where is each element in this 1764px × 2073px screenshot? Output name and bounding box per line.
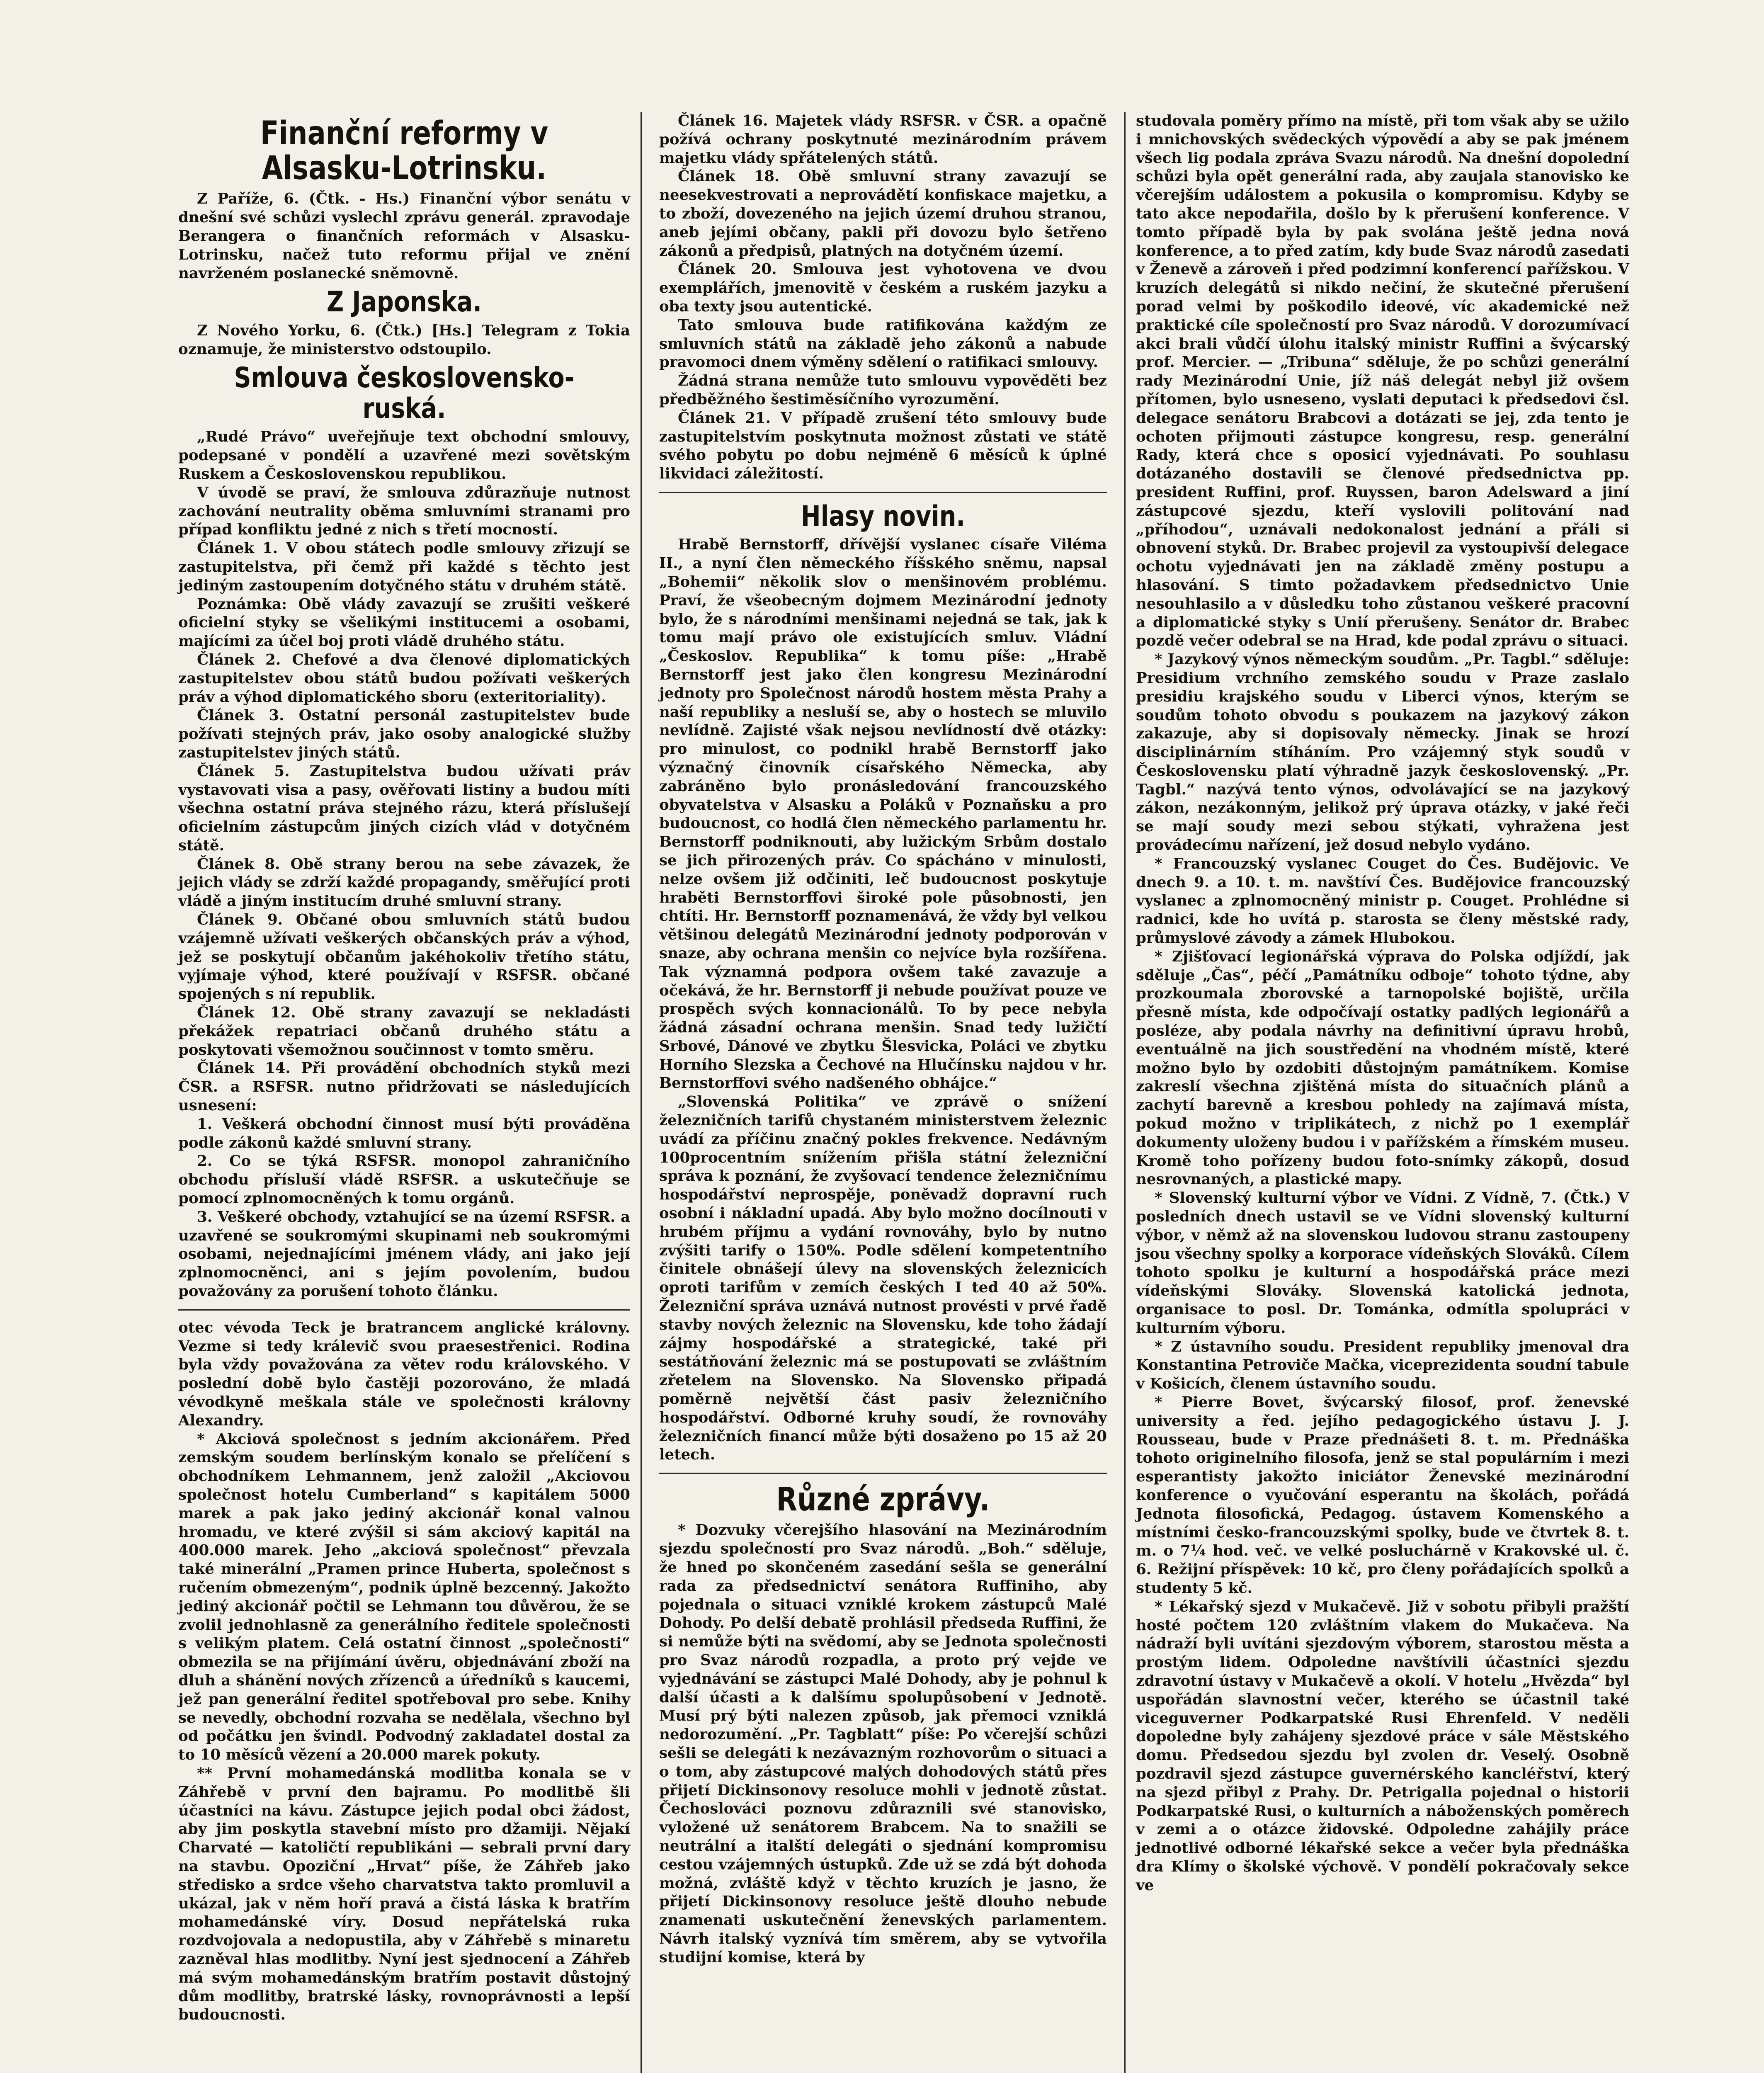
treaty-paragraph: Článek 9. Občané obou smluvních států budou vzájemně užívati veškerých občanských práv a výhod, jež se poskytují občanům jakéhokoliv třetího státu, vyjímaje výhod, které používají v RSFSR. občané spojených s ní republik. bbox=[178, 911, 630, 1003]
treaty-paragraph: Článek 21. V případě zrušení této smlouvy bude zastupitelstvím poskytnuta možnost zůstati ve státě svého pobytu po dobu nejméně 6 měsíců k úplné likvidaci záležitostí. bbox=[659, 409, 1107, 483]
treaty-paragraph: Žádná strana nemůže tuto smlouvu vypověděti bez předběžného šestiměsíčního vyrozumění. bbox=[659, 372, 1107, 408]
article-teck: otec vévoda Teck je bratrancem anglické královny. Vezme si tedy králevič svou praesestřenici. Rodina byla vždy považována za větev rodu královského. V poslední době bylo častěji pozorováno, že mladá vévodkyně meškala stále ve společnosti královny Alexandry. bbox=[178, 1319, 630, 1429]
section-divider bbox=[178, 1309, 630, 1311]
treaty-paragraph: Článek 20. Smlouva jest vyhotovena ve dvou exemplářích, jmenovitě v českém a ruském jazyku a oba texty jsou autentické. bbox=[659, 261, 1107, 315]
article-finance-reforms: Z Paříže, 6. (Čtk. - Hs.) Finanční výbor senátu v dnešní své schůzi vyslechl zprávu generál. zpravodaje Berangera o finančních reformách v Alsasku-Lotrinsku, načež tuto reformu přijal ve znění navrženém poslanecké sněmovně. bbox=[178, 190, 630, 282]
treaty-paragraph: Poznámka: Obě vlády zavazují se zrušiti veškeré oficielní styky se všelikými institucemi a osobami, majícími za účel boj proti vládě druhého státu. bbox=[178, 595, 630, 650]
article-medical-congress: * Lékařský sjezd v Mukačevě. Již v sobotu přibyli pražští hosté počtem 120 zvláštním vlakem do Mukačeva. Na nádraží byli uvítáni sjezdovým výborem, starostou města a prostým lidem. Odpoledne navštívili účastníci sjezdu zdravotní ústavy v Mukačevě a okolí. V hotelu „Hvězda“ byl uspořádán slavnostní večer, kterého se účastnil také viceguverner Podkarpatské Rusi Ehrenfeld. V neděli dopoledne byly zahájeny sjezdové práce v sále Městského domu. Předsedou sjezdu byl zvolen dr. Veselý. Osobně pozdravil sjezd zástupce guvernérského kancléřství, který na sjezd přibyl z Prahy. Dr. Petrigalla pojednal o historii Podkarpatské Rusi, o kulturních a náboženských poměrech v zemi a o otázce židovské. Odpoledne zahájily práce jednotlivé odborné lékařské sekce a večer byla přednáška dra Klímy o školské výchově. V pondělí pokračovaly sekce ve bbox=[1136, 1598, 1629, 1894]
article-slovak-committee-vienna: * Slovenský kulturní výbor ve Vídni. Z Vídně, 7. (Čtk.) V posledních dnech ustavil se ve Vídni slovenský kulturní výbor, v němž až na slovenskou ludovou stranu zastoupeny jsou všechny spolky a korporace vídeňských Slováků. Cílem tohoto spolku je kulturní a hospodářská práce mezi vídeňskými Slováky. Slovenská katolická jednota, organisace to posl. Dr. Tománka, odmítla spolupráci v kulturním výboru. bbox=[1136, 1189, 1629, 1337]
article-constitutional-court: * Z ústavního soudu. President republiky jmenoval dra Konstantina Petroviče Mačka, viceprezidenta soudní tabule v Košicích, členem ústavního soudu. bbox=[1136, 1338, 1629, 1393]
treaty-paragraph: V úvodě se praví, že smlouva zdůrazňuje nutnost zachování neutrality oběma smluvními stranami pro případ konfliktu jedné z nich s třetí mocností. bbox=[178, 484, 630, 539]
treaty-paragraph: Článek 18. Obě smluvní strany zavazují se neesekvestrovati a neprovádětí konfiskace majetku, a to zboží, dovezeného na jejich území druhou stranou, aneb jejími občany, pakli při dovozu bylo šetřeno zákonů a předpisů, platných na dotyčném území. bbox=[659, 168, 1107, 260]
treaty-paragraph: Článek 2. Chefové a dva členové diplomatických zastupitelstev obou států budou požívati veškerých práv a výhod diplomatického sboru (exteritoriality). bbox=[178, 651, 630, 706]
treaty-paragraph: Článek 16. Majetek vlády RSFSR. v ČSR. a opačně požívá ochrany poskytnuté mezinárodním právem majetku vlády spřátelených států. bbox=[659, 112, 1107, 167]
treaty-paragraph: Článek 8. Obě strany berou na sebe závazek, že jejich vlády se zdrží každé propagandy, směřující proti vládě a jiným institucím druhé smluvní strany. bbox=[178, 855, 630, 910]
treaty-paragraph: 3. Veškeré obchody, vztahující se na území RSFSR. a uzavřené se soukromými skupinami neb soukromými osobami, nejednajícími jménem vlády, ani jako její zplnomocněnci, ani s jejím povolením, budou považovány za porušení tohoto článku. bbox=[178, 1208, 630, 1300]
article-league-congress: * Dozvuky včerejšího hlasování na Mezinárodním sjezdu společností pro Svaz národů. „Boh.“ sděluje, že hned po skončeném zasedání sešla se generální rada za předsednictví senátora Ruffiniho, aby pojednala o situaci vzniklé krokem zástupců Malé Dohody. Po delší debatě prohlásil předseda Ruffini, že si nemůže býti na svědomí, aby se Jednota společnosti pro Svaz národů rozpadla, a proto prý vejde ve vyjednávání se zástupci Malé Dohody, aby je pohnul k další účasti a k dalšímu spolupůsobení v Jednotě. Musí prý býti nalezen způsob, jak přemoci vzniklá nedorozumění. „Pr. Tagblatt“ píše: Po včerejší schůzi sešli se delegáti k nezávazným rozhovorům o situaci a o tom, aby zástupcové malých dohodových států přes přijetí Dickinsonovy resoluce mohli v jednotě zůstat. Čechoslováci poznovu zdůraznili své stanovisko, vyložené už senátorem Brabcem. Na to snažili se neutrální a italští delegáti o sjednání kompromisu cestou vzájemných ústupků. Zde už se zdá být dohoda možná, zvláště když v těchto kruzích je jasno, že přijetí Dickinsonovy resoluce ještě dlouho nebude znamenati uskutečnění ženevských parlamentem. Návrh italský vyznívá tím směrem, aby se vytvořila studijní komise, která by bbox=[659, 1522, 1107, 1966]
article-stock-company: * Akciová společnost s jedním akcionářem. Před zemským soudem berlínským konalo se přelíčení s obchodníkem Lehmannem, jenž založil „Akciovou společnost hotelu Cumberland“ s kapitálem 5000 marek a pak jako jediný akcionář konal valnou hromadu, ve které zvýšil si sám akciový kapitál na 400.000 marek. Jeho „akciová společnost“ převzala také minerální „Pramen prince Huberta, společnost s ručením obmezeným“, podnik úplně bezcenný. Jakožto jediný akcionář počtil se Lehmann tou důvěrou, že se zvolil jednohlasně za generálního ředitele společnosti s velikým platem. Celá ostatní činnost „společnosti“ obmezila se na přijímání úvěru, objednávání zboží na dluh a shánění nových zřízenců a úředníků s kaucemi, jež pan generální ředitel spotřeboval pro sebe. Knihy se nevedly, obchodní rozvaha se nedělala, všechno byl od počátku jen švindl. Podvodný zakladatel dostal za to 10 měsíců vězení a 20.000 marek pokuty. bbox=[178, 1430, 630, 1764]
treaty-paragraph: Článek 14. Při provádění obchodních styků mezi ČSR. a RSFSR. nutno přidržovati se následujících usnesení: bbox=[178, 1060, 630, 1114]
treaty-paragraph: 2. Co se týká RSFSR. monopol zahraničního obchodu přísluší vládě RSFSR. a uskutečňuje se pomocí zplnomocněných k tomu orgánů. bbox=[178, 1153, 630, 1207]
column-3 bbox=[1136, 112, 1629, 1895]
treaty-paragraph: 1. Veškerá obchodní činnost musí býti prováděna podle zákonů každé smluvní strany. bbox=[178, 1115, 630, 1151]
section-divider bbox=[659, 1473, 1107, 1474]
column-2 bbox=[659, 112, 1107, 1967]
article-pierre-bovet: * Pierre Bovet, švýcarský filosof, prof. ženevské university a řed. jejího pedagogického ústavu J. J. Rousseau, bude v Praze přednášeti 8. t. m. Přednáška tohoto originelního filosofa, jenž se stal populárním i mezi esperantisty jakožto iniciátor Ženevské mezinárodní konference o vyučování esperantu na školách, pořádá Jednota filosofická, Pedagog. ústavem Komenského a místními česko-francouzskými spolky, bude ve čtvrtek 8. t. m. o 7¼ hod. več. ve velké posluchárně v Krakovské ul. č. 6. Režijní příspěvek: 10 kč, pro členy pořádajících spolků a studenty 5 kč. bbox=[1136, 1393, 1629, 1597]
treaty-paragraph: Článek 12. Obě strany zavazují se nekladásti překážek repatriaci občanů druhého státu a poskytovati všemožnou součinnost v tomto směru. bbox=[178, 1004, 630, 1058]
article-slovak-railways: „Slovenská Politika“ ve zprávě o snížení železničních tarifů chystaném ministerstvem železnic uvádí za příčinu značný pokles frekvence. Nedávným 100procentním snížením přišla státní železniční správa k poznání, že zvyšovací tendence železničnímu hospodářství neprospěje, poněvadž dopravní ruch osobní i nákladní upadá. Aby bylo možno docílnouti v hrubém příjmu a vydání rovnováhy, bylo by nutno zvýšiti tarify o 150%. Podle sdělení kompetentního činitele obnášejí úlevy na slovenských železnicích oproti tarifům v zemích českých I ted 40 až 50%. Železniční správa uznává nutnost provésti v prvé řadě stavby nových železnic na Slovensku, kde toho žádají zájmy hospodářské a strategické, také při sestátňování železnic má se postupovati se zvláštním zřetelem na Slovensko. Na Slovensko připadá poměrně největší část pasiv železničního hospodářství. Odborné kruhy soudí, že rovnováhy železničních financí může býti dosaženo po 15 až 20 letech. bbox=[659, 1093, 1107, 1464]
headline-finance-reforms: Finanční reformy v Alsasku-Lotrinsku. bbox=[260, 115, 548, 187]
headline-treaty: Smlouva československo-ruská. bbox=[234, 362, 575, 425]
article-french-envoy: * Francouzský vyslanec Couget do Čes. Budějovic. Ve dnech 9. a 10. t. m. navštíví Čes. Budějovice francouzský vyslanec a zplnomocněný ministr p. Couget. Prohlédne si radnici, kde ho uvítá p. starosta se členy městské rady, průmyslové závody a zámek Hlubokou. bbox=[1136, 855, 1629, 947]
article-league-congress-cont: studovala poměry přímo na místě, při tom však aby se užilo i mnichovských svědeckých výpovědí a aby se pak jménem všech lig podala zpráva Svazu národů. Na dnešní dopolední schůzi byla opět generální rada, aby zaujala stanovisko ke včerejším událostem a pokusila o kompromisu. Kdyby se tato akce nepodařila, došlo by k přerušení konference. V tomto případě byla by pak svolána ještě jedna nová konference, a to před zatím, kdy bude Svaz národů zasedati v Ženevě a zároveň i před podzimní konferencí pařížskou. V kruzích delegátů si nikdo nečiní, že skutečné přerušení porad velmi by poškodilo ideové, víc akademické než praktické cíle společností pro Svaz národů. V dorozumívací akci brali vůdčí úlohu italský ministr Ruffini a švýcarský prof. Mercier. — „Tribuna“ sděluje, že po schůzi generální rady Mezinárodní Unie, jíž náš delegát nebyl již ovšem přítomen, bylo usneseno, vyslati deputaci k předsedovi čsl. delegace senátoru Brabcovi a dotázati se jej, zda tento je ochoten přijmouti zástupce kongresu, resp. generální Rady, která chce s oposicí vyjednávati. Po souhlasu dotázaného dostavili se členové předsednictva pp. president Ruffini, prof. Ruyssen, baron Adelsward a jiní zástupcové sjezdu, kteří vyslovili politování nad „příhodou“, uznávali nedokonalost jednání a přáli si obnovení styků. Dr. Brabec projevil za vystoupivší delegace ochotu vyjednávati jen na základě změny postupu a hlasování. S timto požadavkem předsednictvo Unie nesouhlasilo a v důsledku toho zůstanou veškeré pracovní a diplomatické styky s Unií přerušeny. Senátor dr. Brabec pozdě večer odebral se na Hrad, kde podal zprávu o situaci. bbox=[1136, 112, 1629, 650]
section-divider bbox=[659, 492, 1107, 493]
treaty-paragraph: „Rudé Právo“ uveřejňuje text obchodní smlouvy, podepsané v pondělí a uzavřené mezi sovětským Ruskem a Československou republikou. bbox=[178, 428, 630, 483]
treaty-paragraph: Článek 3. Ostatní personál zastupitelstev bude požívati stejných práv, jako osoby analogické služby zastupitelstev jiných států. bbox=[178, 707, 630, 761]
column-rule-2 bbox=[1124, 112, 1126, 2073]
article-treaty bbox=[178, 428, 630, 1301]
headline-japan: Z Japonska. bbox=[326, 286, 482, 319]
article-language-decree: * Jazykový výnos německým soudům. „Pr. Tagbl.“ sděluje: Presidium vrchního zemského soudu v Praze zaslalo presidiu krajského soudu v Liberci výnos, kterým se soudům tohoto obvodu s poukazem na jazykový zákon zakazuje, aby si dopisovaly německy. Jinak se hrozí disciplinárním stíháním. Pro vzájemný styk soudů v Československu platí výhradně jazyk československý. „Pr. Tagbl.“ nazývá tento výnos, odvolávající se na jazykový zákon, nezákonným, jelikož prý úprava otázky, v jaké řeči se mají soudy mezi sebou stýkati, vyhražena jest provádecímu nařízení, jež dosud nebylo vydáno. bbox=[1136, 651, 1629, 854]
treaty-paragraph: Článek 5. Zastupitelstva budou užívati práv vystavovati visa a pasy, ověřovati listiny a budou míti všechna ostatní práva stejného rázu, která příslušejí oficielním zástupcům jiných cizích vlád v dotyčném státě. bbox=[178, 762, 630, 854]
article-mohammedan-prayer: ** První mohamedánská modlitba konala se v Záhřebě v první den bajramu. Po modlitbě šli účastníci na kávu. Zástupce jejich podal obci žádost, aby jim poskytla stavební místo pro džamiji. Nějakí Charvaté — katoličtí republikáni — sebrali první dary na stavbu. Opoziční „Hrvat“ píše, že Záhřeb jako středisko a srdce všeho charvatstva takto promluvil a ukázal, jak v něm hoří pravá a čistá láska k bratřím mohamedánské víry. Dosud nepřátelská ruka rozdvojovala a nedopustila, aby v Záhřebě s minaretu zazněval hlas modlitby. Nyní jest sjednocení a Záhřeb má svým mohamedánským bratřím postavit důstojný dům modlitby, bratrské lásky, rovnoprávnosti a lepší budoucnosti. bbox=[178, 1765, 630, 2024]
treaty-paragraph: Článek 1. V obou státech podle smlouvy zřizují se zastupitelstva, při čemž při každé s těchto jest jediným zastoupením dotyčného státu v druhém státě. bbox=[178, 540, 630, 594]
column-1 bbox=[178, 112, 630, 2024]
article-legionnaire-expedition: * Zjišťovací legionářská výprava do Polska odjíždí, jak sděluje „Čas“, péčí „Památníku odboje“ tohoto týdne, aby prozkoumala zborovské a tarnopolské bojiště, určila přesně místa, kde odpočívají ostatky padlých legionářů a posléze, aby podala návrhy na definitivní úpravu hrobů, eventuálně na jich soustředění na vhodném místě, které možno bylo by ozdobiti důstojným památníkem. Komise zakreslí všechna zjištěná místa do situačních plánů a zachytí barevně a kresbou pohledy na zajímavá místa, pokud možno v triplikátech, z nichž po 1 exemplář dokumenty uloženy budou i v pařížském a římském museu. Kromě toho pořízeny budou foto-snímky zákopů, dosud nesrovnaných, a plastické mapy. bbox=[1136, 948, 1629, 1188]
article-bernstorff: Hrabě Bernstorff, dřívější vyslanec císaře Viléma II., a nyní člen německého říšského sněmu, napsal „Bohemii“ několik slov o menšinovém problému. Praví, že všeobecným dojmem Mezinárodní jednoty bylo, že s národními menšinami nejedná se tak, jak k tomu mají právo ole existujících smluv. Vládní „Českoslov. Republika“ k tomu píše: „Hrabě Bernstorff jest jako člen kongresu Mezinárodní jednoty pro Společnost národů hostem města Prahy a naší republiky a nesluší se, aby o hostech se mluvilo nevlídně. Zajisté však nejsou nevlídností dvě otázky: pro minulost, co podnikl hrabě Bernstorff jako význačný činovník císařského Německa, aby zabráněno bylo pronásledování francouzského obyvatelstva v Alsasku a Poláků v Poznaňsku a pro budoucnost, co hodlá člen německého parlamentu hr. Bernstorff podniknouti, aby lužickým Srbům dostalo se jich přirozených práv. Co spácháno v minulosti, nelze ovšem již odčiniti, leč budoucnost poskytuje hraběti Bernstorffovi široké pole působnosti, jen chtíti. Hr. Bernstorff poznamenává, že vždy byl velkou většinou delegátů Mezinárodní jednoty podporován v snaze, aby ochrana menšin co nejvíce byla rozšířena. Tak významná podpora ovšem také zavazuje a očekává, že hr. Bernstorff ji nebude používat pouze ve prospěch svých konnacionálů. To by pece nebyla žádná zásadní ochrana menšin. Snad tedy lužičtí Srbové, Dánové ve zbytku Šlesvicka, Poláci ve zbytku Horního Slezska a Čechové na Hlučínsku najdou v hr. Bernstorffovi svého nadšeného obhájce.“ bbox=[659, 536, 1107, 1092]
column-rule-1 bbox=[641, 112, 642, 2073]
headline-press-voices: Hlasy novin. bbox=[801, 500, 966, 533]
treaty-paragraph: Tato smlouva bude ratifikována každým ze smluvních států na základě jeho zákonů a nabude pravomoci dnem výměny sdělení o ratifikaci smlouvy. bbox=[659, 316, 1107, 371]
headline-various-news: Různé zprávy. bbox=[776, 1481, 990, 1519]
article-japan: Z Nového Yorku, 6. (Čtk.) [Hs.] Telegram z Tokia oznamuje, že ministerstvo odstoupilo. bbox=[178, 322, 630, 358]
